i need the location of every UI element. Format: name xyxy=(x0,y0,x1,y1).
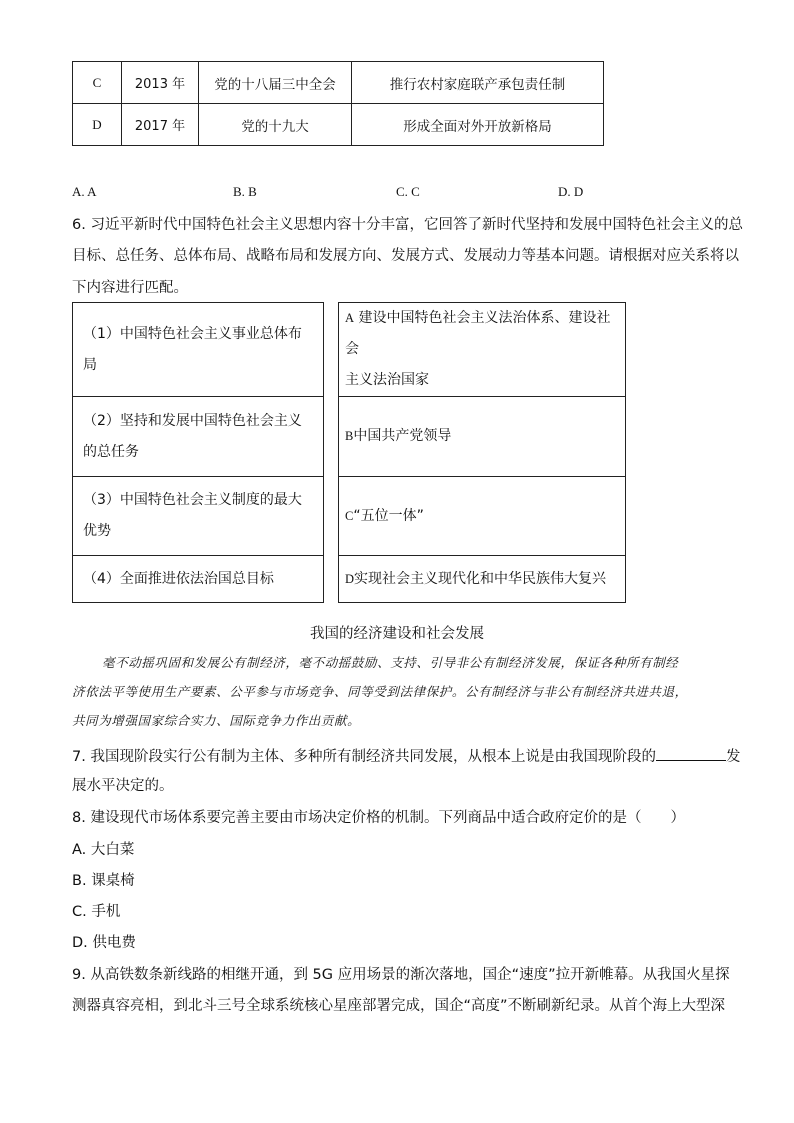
q8-option-b[interactable]: B. 课桌椅 xyxy=(72,873,135,889)
match-left-1: （1）中国特色社会主义事业总体布 局 xyxy=(73,303,324,397)
table-row xyxy=(73,104,604,146)
q8-option-c[interactable]: C. 手机 xyxy=(72,904,121,920)
top-answer-table xyxy=(72,61,604,146)
q7-stem-line1 xyxy=(72,746,740,767)
row-meeting: 党的十八届三中全会 xyxy=(199,62,352,104)
section-paragraph-line2: 济依法平等使用生产要素、公平参与市场竞争、同等受到法律保护。公有制经济与非公有制经济共进共退， xyxy=(72,684,688,699)
q9-stem-line2: 测器真容亮相，到北斗三号全球系统核心星座部署完成，国企“高度”不断刷新纪录。从首个海上大型深 xyxy=(72,998,726,1014)
section-paragraph-line1: 毫不动摇巩固和发展公有制经济，毫不动摇鼓励、支持、引导非公有制经济发展，保证各种所有制经 xyxy=(102,655,679,670)
q5-option-a[interactable]: A. A xyxy=(72,184,97,199)
q7-text-tail: 发 xyxy=(725,749,741,765)
section-title: 我国的经济建设和社会发展 xyxy=(310,626,484,642)
q8-stem: 8. 建设现代市场体系要完善主要由市场决定价格的机制。下列商品中适合政府定价的是（ ） xyxy=(72,810,685,826)
match-left-2: （2）坚持和发展中国特色社会主义 的总任务 xyxy=(73,397,324,477)
q6-stem-line1: 6. 习近平新时代中国特色社会主义思想内容十分丰富，它回答了新时代坚持和发展中国特色社会主义的总 xyxy=(72,217,743,233)
section-paragraph-line3: 共同为增强国家综合实力、国际竞争力作出贡献。 xyxy=(72,713,361,728)
q7-stem-line2: 展水平决定的。 xyxy=(72,778,174,794)
match-right-b: B中国共产党领导 xyxy=(339,397,626,477)
row-meeting: 党的十九大 xyxy=(199,104,352,146)
row-letter: C xyxy=(73,62,122,104)
row-content: 推行农村家庭联产承包责任制 xyxy=(352,62,604,104)
q7-answer-blank[interactable] xyxy=(656,746,726,761)
match-divider xyxy=(324,303,339,603)
q9-stem-line1: 9. 从高铁数条新线路的相继开通，到 5G 应用场景的渐次落地，国企“速度”拉开新帷幕。从我国火星探 xyxy=(72,967,730,983)
q6-stem-line2: 目标、总任务、总体布局、战略布局和发展方向、发展方式、发展动力等基本问题。请根据对应关系将以 xyxy=(72,248,739,264)
table-row xyxy=(73,477,626,556)
table-row xyxy=(73,556,626,603)
q7-text: 7. 我国现阶段实行公有制为主体、多种所有制经济共同发展，从根本上说是由我国现阶段的 xyxy=(72,749,656,765)
match-right-c: C“五位一体” xyxy=(339,477,626,556)
row-content: 形成全面对外开放新格局 xyxy=(352,104,604,146)
q5-option-d[interactable]: D. D xyxy=(558,184,584,199)
matching-table xyxy=(72,302,626,603)
q8-option-a[interactable]: A. 大白菜 xyxy=(72,842,135,858)
q6-stem-line3: 下内容进行匹配。 xyxy=(72,280,188,296)
table-row xyxy=(73,303,626,397)
q8-option-d[interactable]: D. 供电费 xyxy=(72,935,136,951)
table-row xyxy=(73,397,626,477)
q5-option-b[interactable]: B. B xyxy=(233,184,257,199)
match-right-a: A 建设中国特色社会主义法治体系、建设社会 主义法治国家 xyxy=(339,303,626,397)
row-year: 2013 年 xyxy=(122,62,199,104)
q5-option-c[interactable]: C. C xyxy=(396,184,420,199)
row-letter: D xyxy=(73,104,122,146)
row-year: 2017 年 xyxy=(122,104,199,146)
match-right-d: D实现社会主义现代化和中华民族伟大复兴 xyxy=(339,556,626,603)
match-left-3: （3）中国特色社会主义制度的最大 优势 xyxy=(73,477,324,556)
match-left-4: （4）全面推进依法治国总目标 xyxy=(73,556,324,603)
table-row xyxy=(73,62,604,104)
